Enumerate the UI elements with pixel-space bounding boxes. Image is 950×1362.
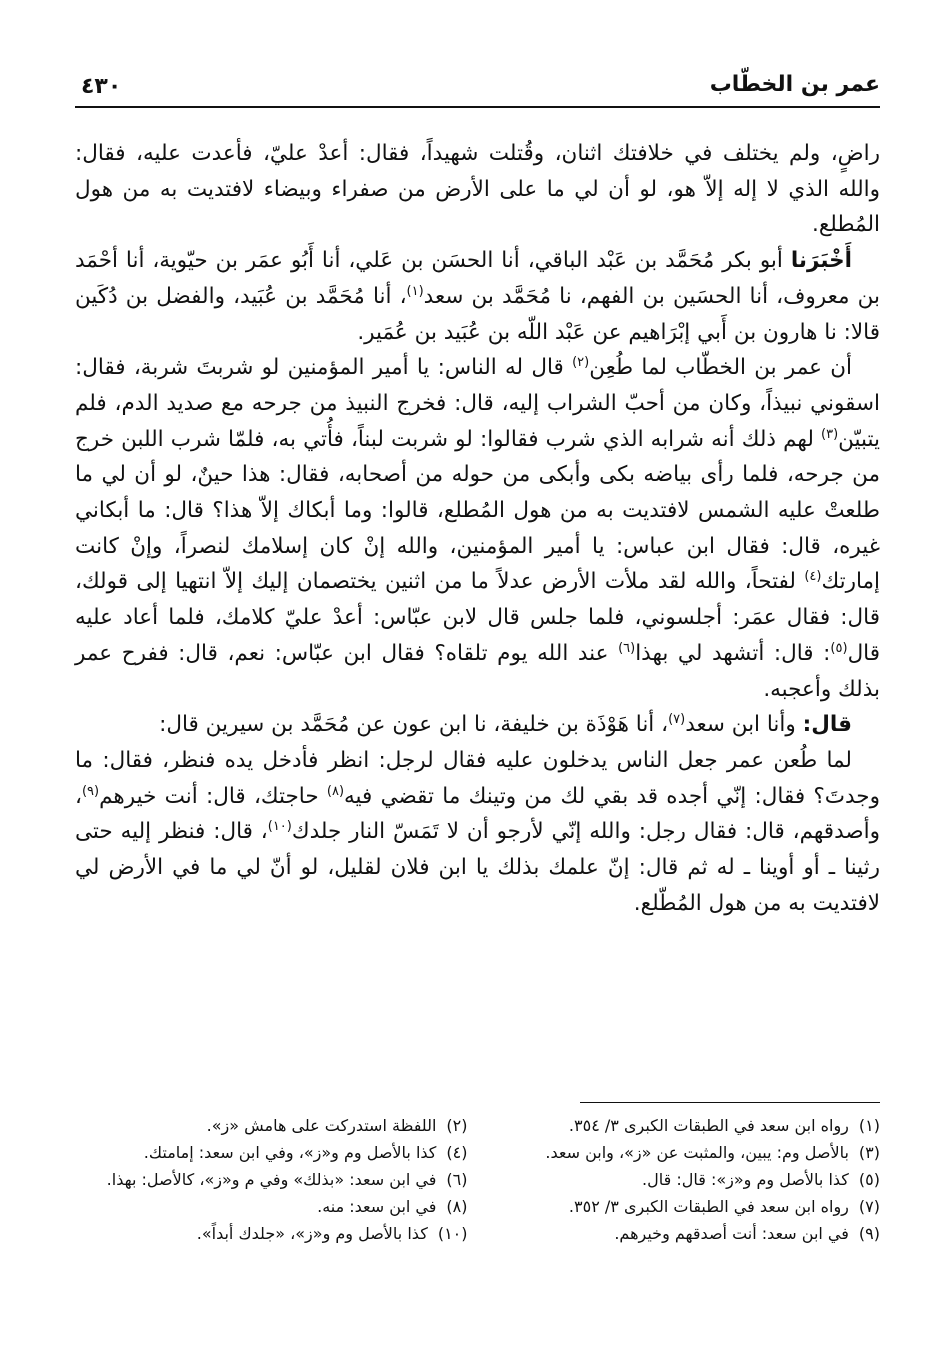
- footnote-item: (١٠)كذا بالأصل وم و«ز»، «جلدك أبداً».: [196, 1224, 468, 1243]
- footnote-ref-7[interactable]: (٧): [668, 712, 686, 728]
- footnote-ref-5[interactable]: (٥): [830, 640, 848, 656]
- paragraph-2: أَخْبَرَنا أبو بكر مُحَمَّد بن عَبْد الباقي، أنا الحسَن بن عَلي، أنا أَبُو عمَر بن حيّوية، أنا أحْمَد بن معروف، أنا الحسَين بن الفهم، نا مُحَمَّد بن سعد$^{(١)}$، أنا مُحَمَّد بن عُبَيد، والفضل بن دُكَين قالا: نا هارون بن أَبي إبْرَاهيم عن عَبْد اللّه بن عُبَيد بن عُمَير.: [75, 248, 881, 345]
- main-text: [75, 136, 880, 921]
- footnote-ref-10[interactable]: (١٠): [267, 819, 292, 835]
- footnote-ref-6[interactable]: (٦): [618, 640, 636, 656]
- running-header: [75, 68, 880, 104]
- lead-word: قال:: [802, 712, 852, 738]
- header-rule: [75, 106, 880, 108]
- footnote-item: (٢)اللفظة استدركت على هامش «ز».: [206, 1116, 468, 1135]
- footnote-item: (٦)في ابن سعد: «بذلك» وفي م و«ز»، كالأصل: بهذا.: [106, 1170, 468, 1189]
- footnote-ref-2[interactable]: (٢): [572, 355, 590, 371]
- footnote-item: (٩)في ابن سعد: أنت أصدقهم وخيرهم.: [614, 1224, 880, 1243]
- footnote-item: (١)رواه ابن سعد في الطبقات الكبرى ٣/ ٣٥٤.: [568, 1116, 880, 1135]
- footnote-ref-4[interactable]: (٤): [804, 569, 822, 585]
- paragraph-3: أن عمر بن الخطّاب لما طُعِن$^{(٢)}$ قال له الناس: يا أمير المؤمنين لو شربتَ شربة، فقال: اسقوني نبيذاً، وكان من أحبّ الشراب إليه، قال: فخرج النبيذ من جرحه مع صديد الدم، فلم يتبيّن$^{(٣)}$ لهم ذلك أنه شرابه الذي شرب فقالوا: لو شربت لبناً، فأُتي به، فلمّا شرب اللبن خرج من جرحه، فلما رأى بياضه بكى وأبكى من حوله من أصحابه، فقال: هذا حينٌ، لو أن لي ما طلعتْ عليه الشمس لافتديت به من هول المُطلع، قالوا: وما أبكاك إلاّ هذا؟ قال: ما أبكاني غيره، قال: فقال ابن عباس: يا أمير المؤمنين، والله إنْ كان إسلامك لنصراً، وإنْ كانت إمارتك$^{(٤)}$ لفتحاً، والله لقد ملأت الأرض عدلاً ما من اثنين يختصمان إليك إلاّ انتهيا إلى قولك، قال: فقال عمَر: أجلسوني، فلما جلس قال لابن عبّاس: أعدْ عليّ كلامك، فلما أعاد عليه قال$^{(٥)}$: قال: أتشهد لي بهذا$^{(٦)}$ عند الله يوم تلقاه؟ فقال ابن عبّاس: نعم، قال: ففرح عمر بذلك وأعجبه.: [75, 355, 881, 702]
- running-title: عمر بن الخطّاب: [709, 72, 880, 97]
- footnote-rule: [580, 1102, 880, 1103]
- footnote-item: (٧)رواه ابن سعد في الطبقات الكبرى ٣/ ٣٥٢.: [568, 1197, 880, 1216]
- paragraph-5: لما طُعن عمر جعل الناس يدخلون عليه فقال لرجل: انظر فأدخل يده فنظر، فقال: ما وجدتَ؟ فقال: إنّي أجده قد بقي لك من وتينك ما تقضي فيه$^{(٨)}$ حاجتك، قال: أنت خيرهم$^{(٩)}$، وأصدقهم، قال: فقال رجل: والله إنّي لأرجو أن لا تَمَسّ النار جلدك$^{(١٠)}$، قال: فنظر إليه حتى رثينا ـ أو أوينا ـ له ثم قال: إنّ علمك بذلك يا ابن فلان لقليل، لو أنّ لي ما في الأرض لي لافتديت به من هول المُطّلع.: [75, 747, 880, 916]
- footnote-item: (٣)بالأصل وم: يبين، والمثبت عن «ز»، وابن سعد.: [545, 1143, 880, 1162]
- footnote-item: (٨)في ابن سعد: منه.: [317, 1197, 468, 1216]
- footnote-ref-9[interactable]: (٩): [81, 783, 100, 799]
- footnote-ref-1[interactable]: (١): [406, 283, 424, 299]
- footnote-item: (٥)كذا بالأصل وم و«ز»: قال: قال.: [642, 1170, 880, 1189]
- footnotes: [75, 1112, 880, 1247]
- paragraph-4: قال: وأنا ابن سعد$^{(٧)}$، أنا هَوْذَة بن خليفة، نا ابن عون عن مُحَمَّد بن سيرين قال:: [159, 712, 852, 738]
- lead-word: أَخْبَرَنا: [790, 248, 852, 274]
- page-number: ٤٣٠: [81, 74, 122, 99]
- footnote-item: (٤)كذا بالأصل وم و«ز»، وفي ابن سعد: إمامتك.: [143, 1143, 468, 1162]
- footnote-ref-8[interactable]: (٨): [326, 783, 345, 799]
- footnote-ref-3[interactable]: (٣): [821, 426, 839, 442]
- paragraph-1: راضٍ، ولم يختلف في خلافتك اثنان، وقُتلت شهيداً، فقال: أعدْ عليّ، فأعدت عليه، فقال: والله الذي لا إله إلاّ هو، لو أن لي ما على الأرض من صفراء وبيضاء لافتديت به من هول المُطلع.: [75, 141, 880, 238]
